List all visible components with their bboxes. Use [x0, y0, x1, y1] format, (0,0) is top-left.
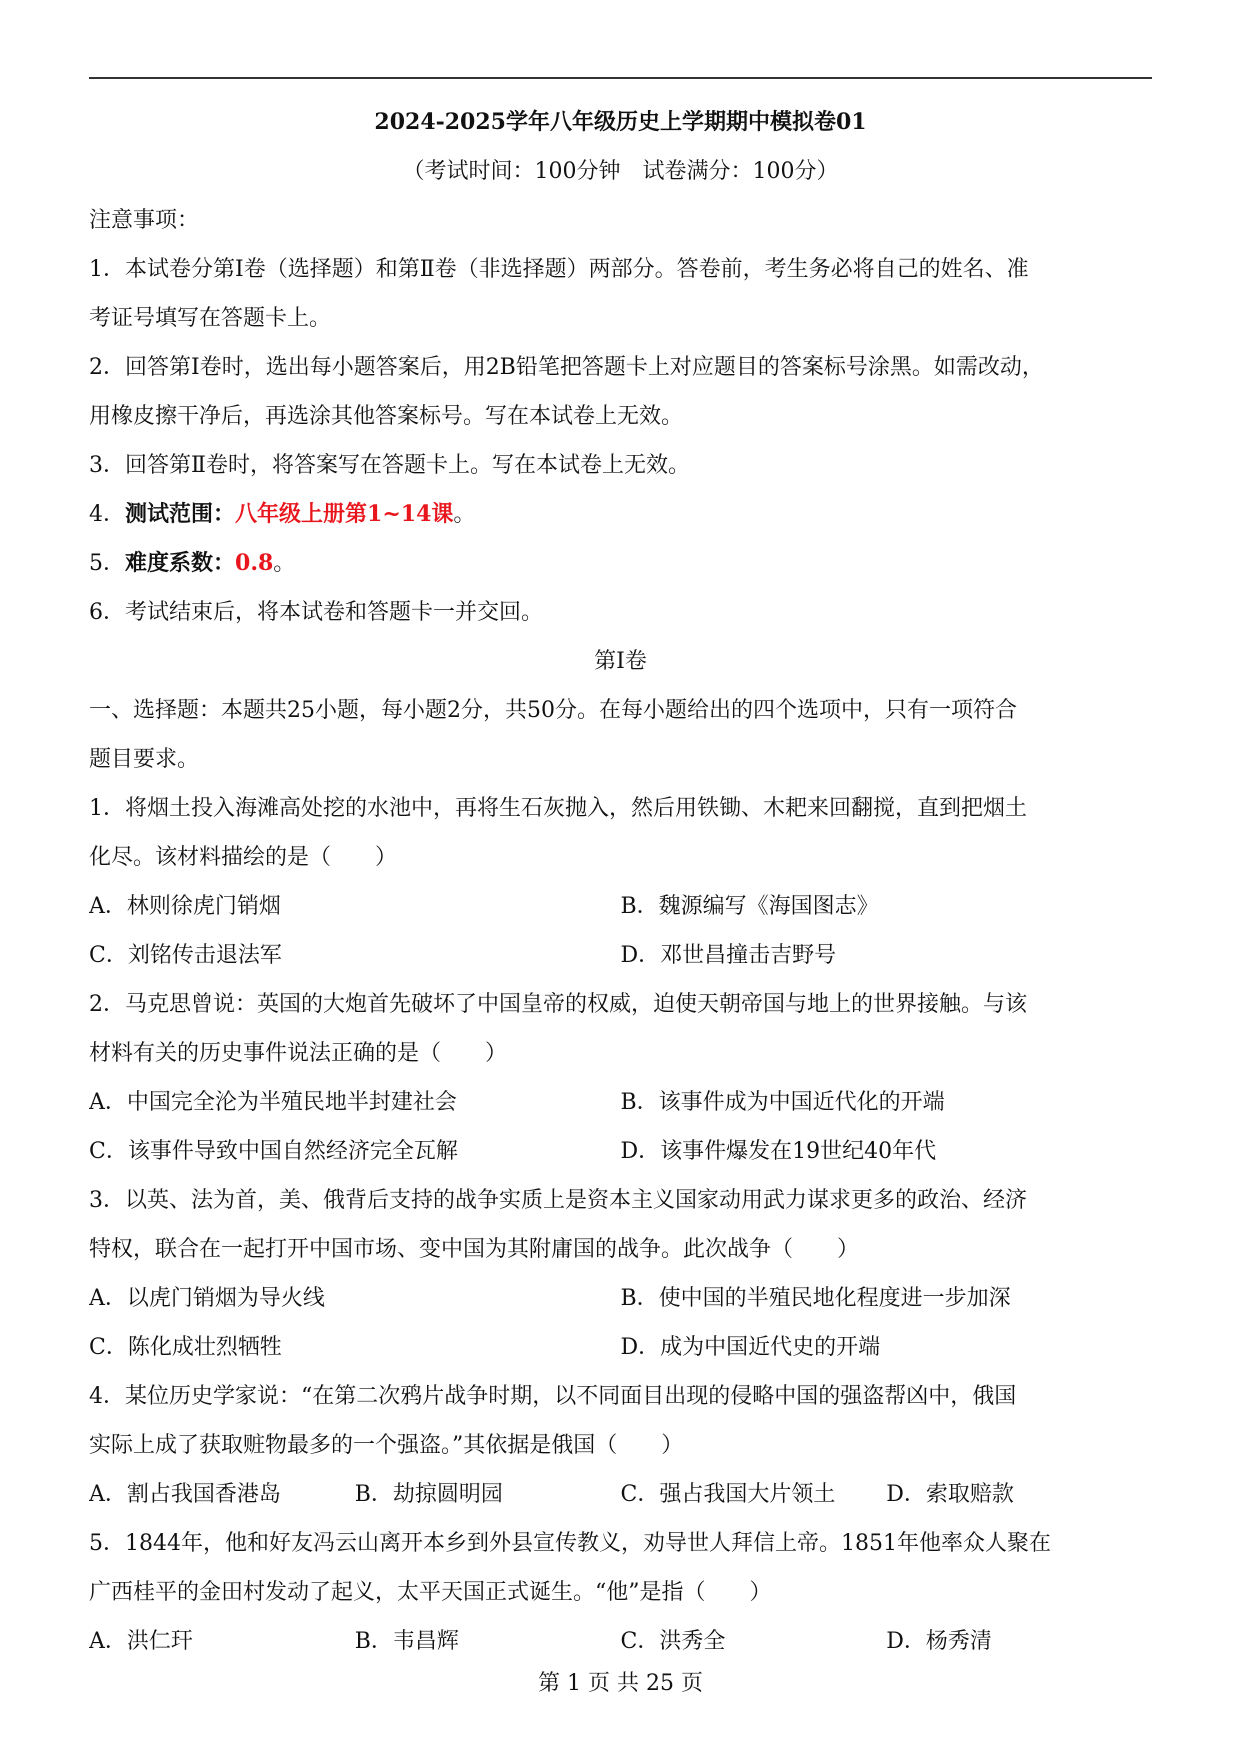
question-3-options-row-1 [89, 1274, 1152, 1323]
question-2-stem-line-2: 材料有关的历史事件说法正确的是（ ） [89, 1041, 508, 1066]
question-1-stem-line-1: 1．将烟土投入海滩高处挖的水池中，再将生石灰抛入，然后用铁锄、木耙来回翻搅，直到把烟土 [89, 796, 1028, 821]
question-1-options-row-1 [89, 882, 1152, 931]
question-4-option-c: C．强占我国大片领土 [620, 1482, 836, 1507]
question-5-option-b: B．韦昌辉 [354, 1629, 459, 1654]
section-intro-line-1: 一、选择题：本题共25小题，每小题2分，共50分。在每小题给出的四个选项中，只有一项符合 [89, 698, 1017, 723]
question-4-option-a: A．割占我国香港岛 [89, 1482, 281, 1507]
note-5-label: 难度系数： [125, 550, 236, 576]
note-4 [89, 490, 1152, 539]
section-title: 第Ⅰ卷 [594, 649, 647, 674]
exam-subtitle: （考试时间：100分钟 试卷满分：100分） [402, 159, 839, 184]
question-5-stem-line-1: 5．1844年，他和好友冯云山离开本乡到外县宣传教义，劝导世人拜信上帝。1851年他率众人聚在 [89, 1531, 1051, 1556]
question-3-option-a: A．以虎门销烟为导火线 [89, 1286, 325, 1311]
question-2-option-c: C．该事件导致中国自然经济完全瓦解 [89, 1139, 458, 1164]
page-number: 第 1 页 共 25 页 [538, 1671, 703, 1696]
question-3-stem-line-2: 特权，联合在一起打开中国市场、变中国为其附庸国的战争。此次战争（ ） [89, 1237, 860, 1262]
notes-heading: 注意事项： [89, 208, 200, 233]
note-4-label: 测试范围： [125, 501, 236, 527]
note-5-prefix: 5． [89, 551, 125, 576]
section-intro-line-2: 题目要求。 [89, 747, 200, 772]
question-3-options-row-2 [89, 1323, 1152, 1372]
question-2-option-b: B．该事件成为中国近代化的开端 [620, 1090, 945, 1115]
question-3-stem-line-1: 3．以英、法为首，美、俄背后支持的战争实质上是资本主义国家动用武力谋求更多的政治、经济 [89, 1188, 1028, 1213]
question-4-stem-line-1: 4．某位历史学家说：“在第二次鸦片战争时期，以不同面目出现的侵略中国的强盗帮凶中，俄国 [89, 1384, 1017, 1409]
question-1-option-c: C．刘铭传击退法军 [89, 943, 282, 968]
question-1-stem-line-2: 化尽。该材料描绘的是（ ） [89, 845, 398, 870]
question-3-option-b: B．使中国的半殖民地化程度进一步加深 [620, 1286, 1011, 1311]
question-4-stem-line-2: 实际上成了获取赃物最多的一个强盗。”其依据是俄国（ ） [89, 1433, 684, 1458]
header-rule [89, 77, 1152, 79]
question-1-option-b: B．魏源编写《海国图志》 [620, 894, 879, 919]
question-2-stem-line-1: 2．马克思曾说：英国的大炮首先破坏了中国皇帝的权威，迫使天朝帝国与地上的世界接触。与该 [89, 992, 1028, 1017]
note-4-suffix: 。 [453, 502, 476, 527]
question-5-option-d: D．杨秀清 [886, 1629, 992, 1654]
note-6: 6．考试结束后，将本试卷和答题卡一并交回。 [89, 600, 543, 625]
question-4-options-row [89, 1470, 1152, 1519]
question-1-options-row-2 [89, 931, 1152, 980]
question-1-option-d: D．邓世昌撞击吉野号 [620, 943, 837, 968]
question-5-option-a: A．洪仁玕 [89, 1629, 193, 1654]
question-4-option-d: D．索取赔款 [886, 1482, 1014, 1507]
exam-title: 2024-2025学年八年级历史上学期期中模拟卷01 [374, 109, 867, 135]
question-2-option-d: D．该事件爆发在19世纪40年代 [620, 1139, 937, 1164]
note-5-suffix: 。 [273, 551, 296, 576]
page-content [89, 98, 1152, 1666]
question-2-options-row-1 [89, 1078, 1152, 1127]
question-2-options-row-2 [89, 1127, 1152, 1176]
question-3-option-d: D．成为中国近代史的开端 [620, 1335, 881, 1360]
question-5-option-c: C．洪秀全 [620, 1629, 726, 1654]
question-4-option-b: B．劫掠圆明园 [354, 1482, 503, 1507]
note-5-value: 0.8 [235, 550, 274, 576]
note-5 [89, 539, 1152, 588]
note-4-prefix: 4． [89, 502, 125, 527]
note-2-line-1: 2．回答第Ⅰ卷时，选出每小题答案后，用2B铅笔把答题卡上对应题目的答案标号涂黑。如需改动， [89, 355, 1044, 380]
note-3: 3．回答第Ⅱ卷时，将答案写在答题卡上。写在本试卷上无效。 [89, 453, 690, 478]
note-2-line-2: 用橡皮擦干净后，再选涂其他答案标号。写在本试卷上无效。 [89, 404, 684, 429]
question-1-option-a: A．林则徐虎门销烟 [89, 894, 281, 919]
question-2-option-a: A．中国完全沦为半殖民地半封建社会 [89, 1090, 457, 1115]
question-5-stem-line-2: 广西桂平的金田村发动了起义，太平天国正式诞生。“他”是指（ ） [89, 1580, 772, 1605]
note-1-line-2: 考证号填写在答题卡上。 [89, 306, 332, 331]
question-5-options-row [89, 1617, 1152, 1666]
question-3-option-c: C．陈化成壮烈牺牲 [89, 1335, 282, 1360]
note-1-line-1: 1．本试卷分第Ⅰ卷（选择题）和第Ⅱ卷（非选择题）两部分。答卷前，考生务必将自己的姓名、准 [89, 257, 1029, 282]
note-4-value: 八年级上册第1~14课 [235, 501, 454, 527]
